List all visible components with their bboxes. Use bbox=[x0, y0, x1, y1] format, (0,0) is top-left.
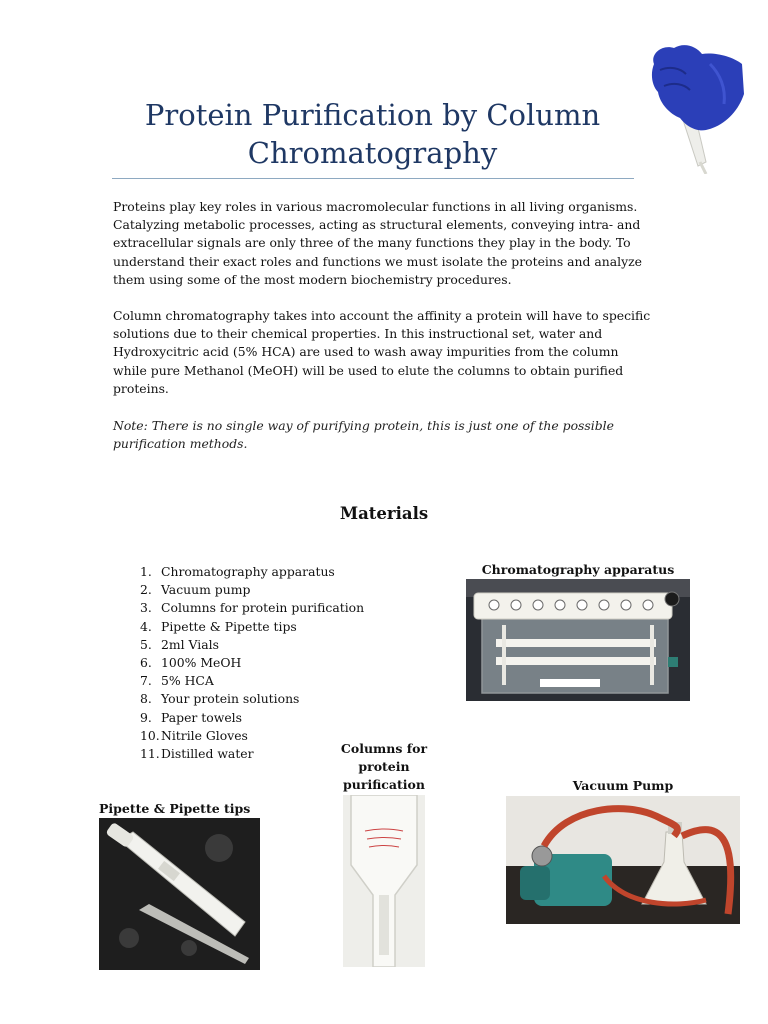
list-item bbox=[140, 618, 364, 636]
list-item-number: 8. bbox=[140, 691, 152, 707]
list-item-number: 11. bbox=[140, 746, 160, 762]
apparatus-image bbox=[466, 579, 690, 701]
list-item-number: 9. bbox=[140, 709, 152, 725]
title-divider bbox=[112, 178, 634, 179]
list-item-label: 2ml Vials bbox=[161, 636, 219, 652]
list-item-label: Chromatography apparatus bbox=[161, 564, 335, 579]
columns-caption-line-3: purification bbox=[343, 777, 425, 792]
pipette-caption: Pipette & Pipette tips bbox=[99, 801, 251, 816]
list-item-number: 4. bbox=[140, 618, 152, 634]
list-item-number: 10. bbox=[140, 727, 160, 743]
list-item-number: 5. bbox=[140, 636, 152, 652]
list-item-label: 5% HCA bbox=[161, 673, 214, 689]
list-item-number: 7. bbox=[140, 673, 152, 689]
list-item-number: 1. bbox=[140, 564, 152, 579]
glove-pipette-image bbox=[640, 34, 748, 174]
note-paragraph: Note: There is no single way of purifying protein, this is just one of the possible purification methods. bbox=[113, 418, 614, 452]
list-item-number: 6. bbox=[140, 655, 152, 671]
columns-caption-line-1: Columns for bbox=[340, 741, 428, 756]
intro-paragraph-1: Proteins play key roles in various macromolecular functions in all living organisms. Catalyzing metabolic processes, acting as structural elements, conveying intra- and extracellular signals are only three of the many functions they play in the body. To understand their exact roles and functions we must isolate the proteins and analyze them using some of the most modern biochemistry procedures. bbox=[113, 199, 642, 287]
columns-image bbox=[343, 795, 425, 967]
list-item-label: Columns for protein purification bbox=[161, 600, 365, 616]
list-item bbox=[140, 745, 364, 763]
list-item bbox=[140, 654, 364, 672]
materials-list bbox=[140, 563, 364, 763]
vacuum-pump-image bbox=[506, 796, 740, 924]
list-item bbox=[140, 709, 364, 727]
title-line-1: Protein Purification by Column bbox=[144, 98, 601, 132]
list-item bbox=[140, 727, 364, 745]
list-item bbox=[140, 672, 364, 690]
list-item-label: Vacuum pump bbox=[161, 582, 251, 598]
list-item-number: 3. bbox=[140, 600, 152, 616]
list-item-label: Distilled water bbox=[161, 746, 254, 762]
list-item bbox=[140, 636, 364, 654]
list-item-label: 100% MeOH bbox=[161, 655, 242, 671]
list-item bbox=[140, 563, 364, 581]
list-item-label: Your protein solutions bbox=[161, 691, 300, 707]
list-item-label: Nitrile Gloves bbox=[161, 727, 248, 743]
materials-heading: Materials bbox=[339, 504, 429, 523]
columns-caption bbox=[336, 740, 432, 794]
list-item-number: 2. bbox=[140, 582, 152, 598]
vacuum-caption: Vacuum Pump bbox=[572, 778, 674, 793]
title-line-2: Chromatography bbox=[247, 136, 498, 170]
page-title bbox=[110, 96, 635, 172]
list-item bbox=[140, 581, 364, 599]
list-item bbox=[140, 690, 364, 708]
list-item bbox=[140, 599, 364, 617]
apparatus-caption: Chromatography apparatus bbox=[481, 562, 675, 577]
intro-paragraph-2: Column chromatography takes into account the affinity a protein will have to specific solutions due to their chemical properties. In this instructional set, water and Hydroxycitric acid (5% HCA) are used to wash away impurities from the column while pure Methanol (MeOH) will be used to elute the columns to obtain purified proteins. bbox=[113, 308, 651, 396]
columns-caption-line-2: protein bbox=[358, 759, 410, 774]
list-item-label: Paper towels bbox=[161, 709, 242, 725]
pipette-image bbox=[99, 818, 260, 970]
list-item-label: Pipette & Pipette tips bbox=[161, 618, 297, 634]
